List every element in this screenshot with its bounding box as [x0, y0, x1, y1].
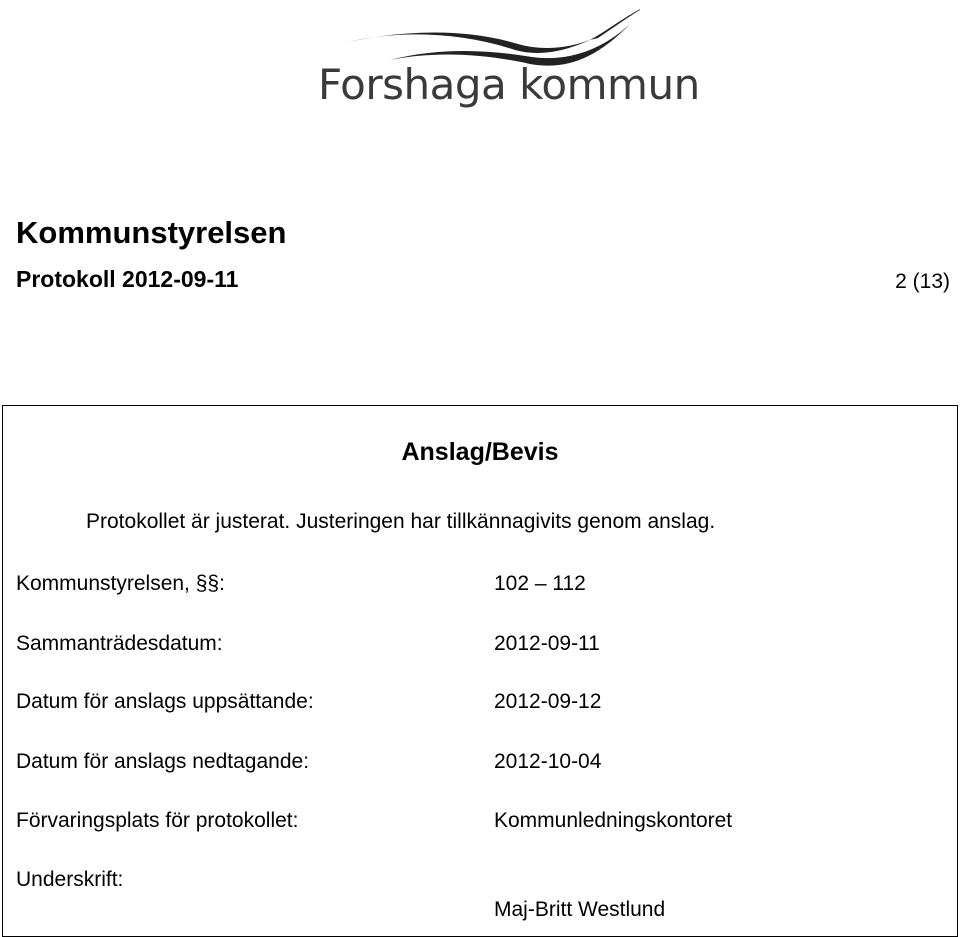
signature-name: Maj-Britt Westlund [494, 898, 666, 921]
notice-title: Anslag/Bevis [401, 438, 559, 466]
row-label-posting-date: Datum för anslags uppsättande: [16, 690, 314, 713]
protocol-title: Protokoll 2012-09-11 [16, 266, 239, 292]
row-value-removal-date: 2012-10-04 [494, 750, 602, 773]
row-label-removal-date: Datum för anslags nedtagande: [16, 750, 310, 773]
notice-box [2, 405, 958, 937]
row-value-storage: Kommunledningskontoret [494, 809, 733, 832]
row-label-paragraphs: Kommunstyrelsen, §§: [16, 572, 225, 595]
row-label-meeting-date: Sammanträdesdatum: [16, 632, 223, 655]
signature-label: Underskrift: [16, 868, 124, 891]
row-value-posting-date: 2012-09-12 [494, 690, 602, 713]
row-value-meeting-date: 2012-09-11 [494, 632, 600, 655]
notice-statement: Protokollet är justerat. Justeringen har tillkännagivits genom anslag. [86, 510, 716, 533]
row-value-paragraphs: 102 – 112 [494, 572, 586, 595]
forshaga-logo [318, 0, 700, 120]
page-number: 2 (13) [895, 270, 950, 293]
org-title: Kommunstyrelsen [16, 215, 287, 250]
logo-text: Forshaga kommun [318, 60, 700, 109]
row-label-storage: Förvaringsplats för protokollet: [16, 809, 299, 832]
